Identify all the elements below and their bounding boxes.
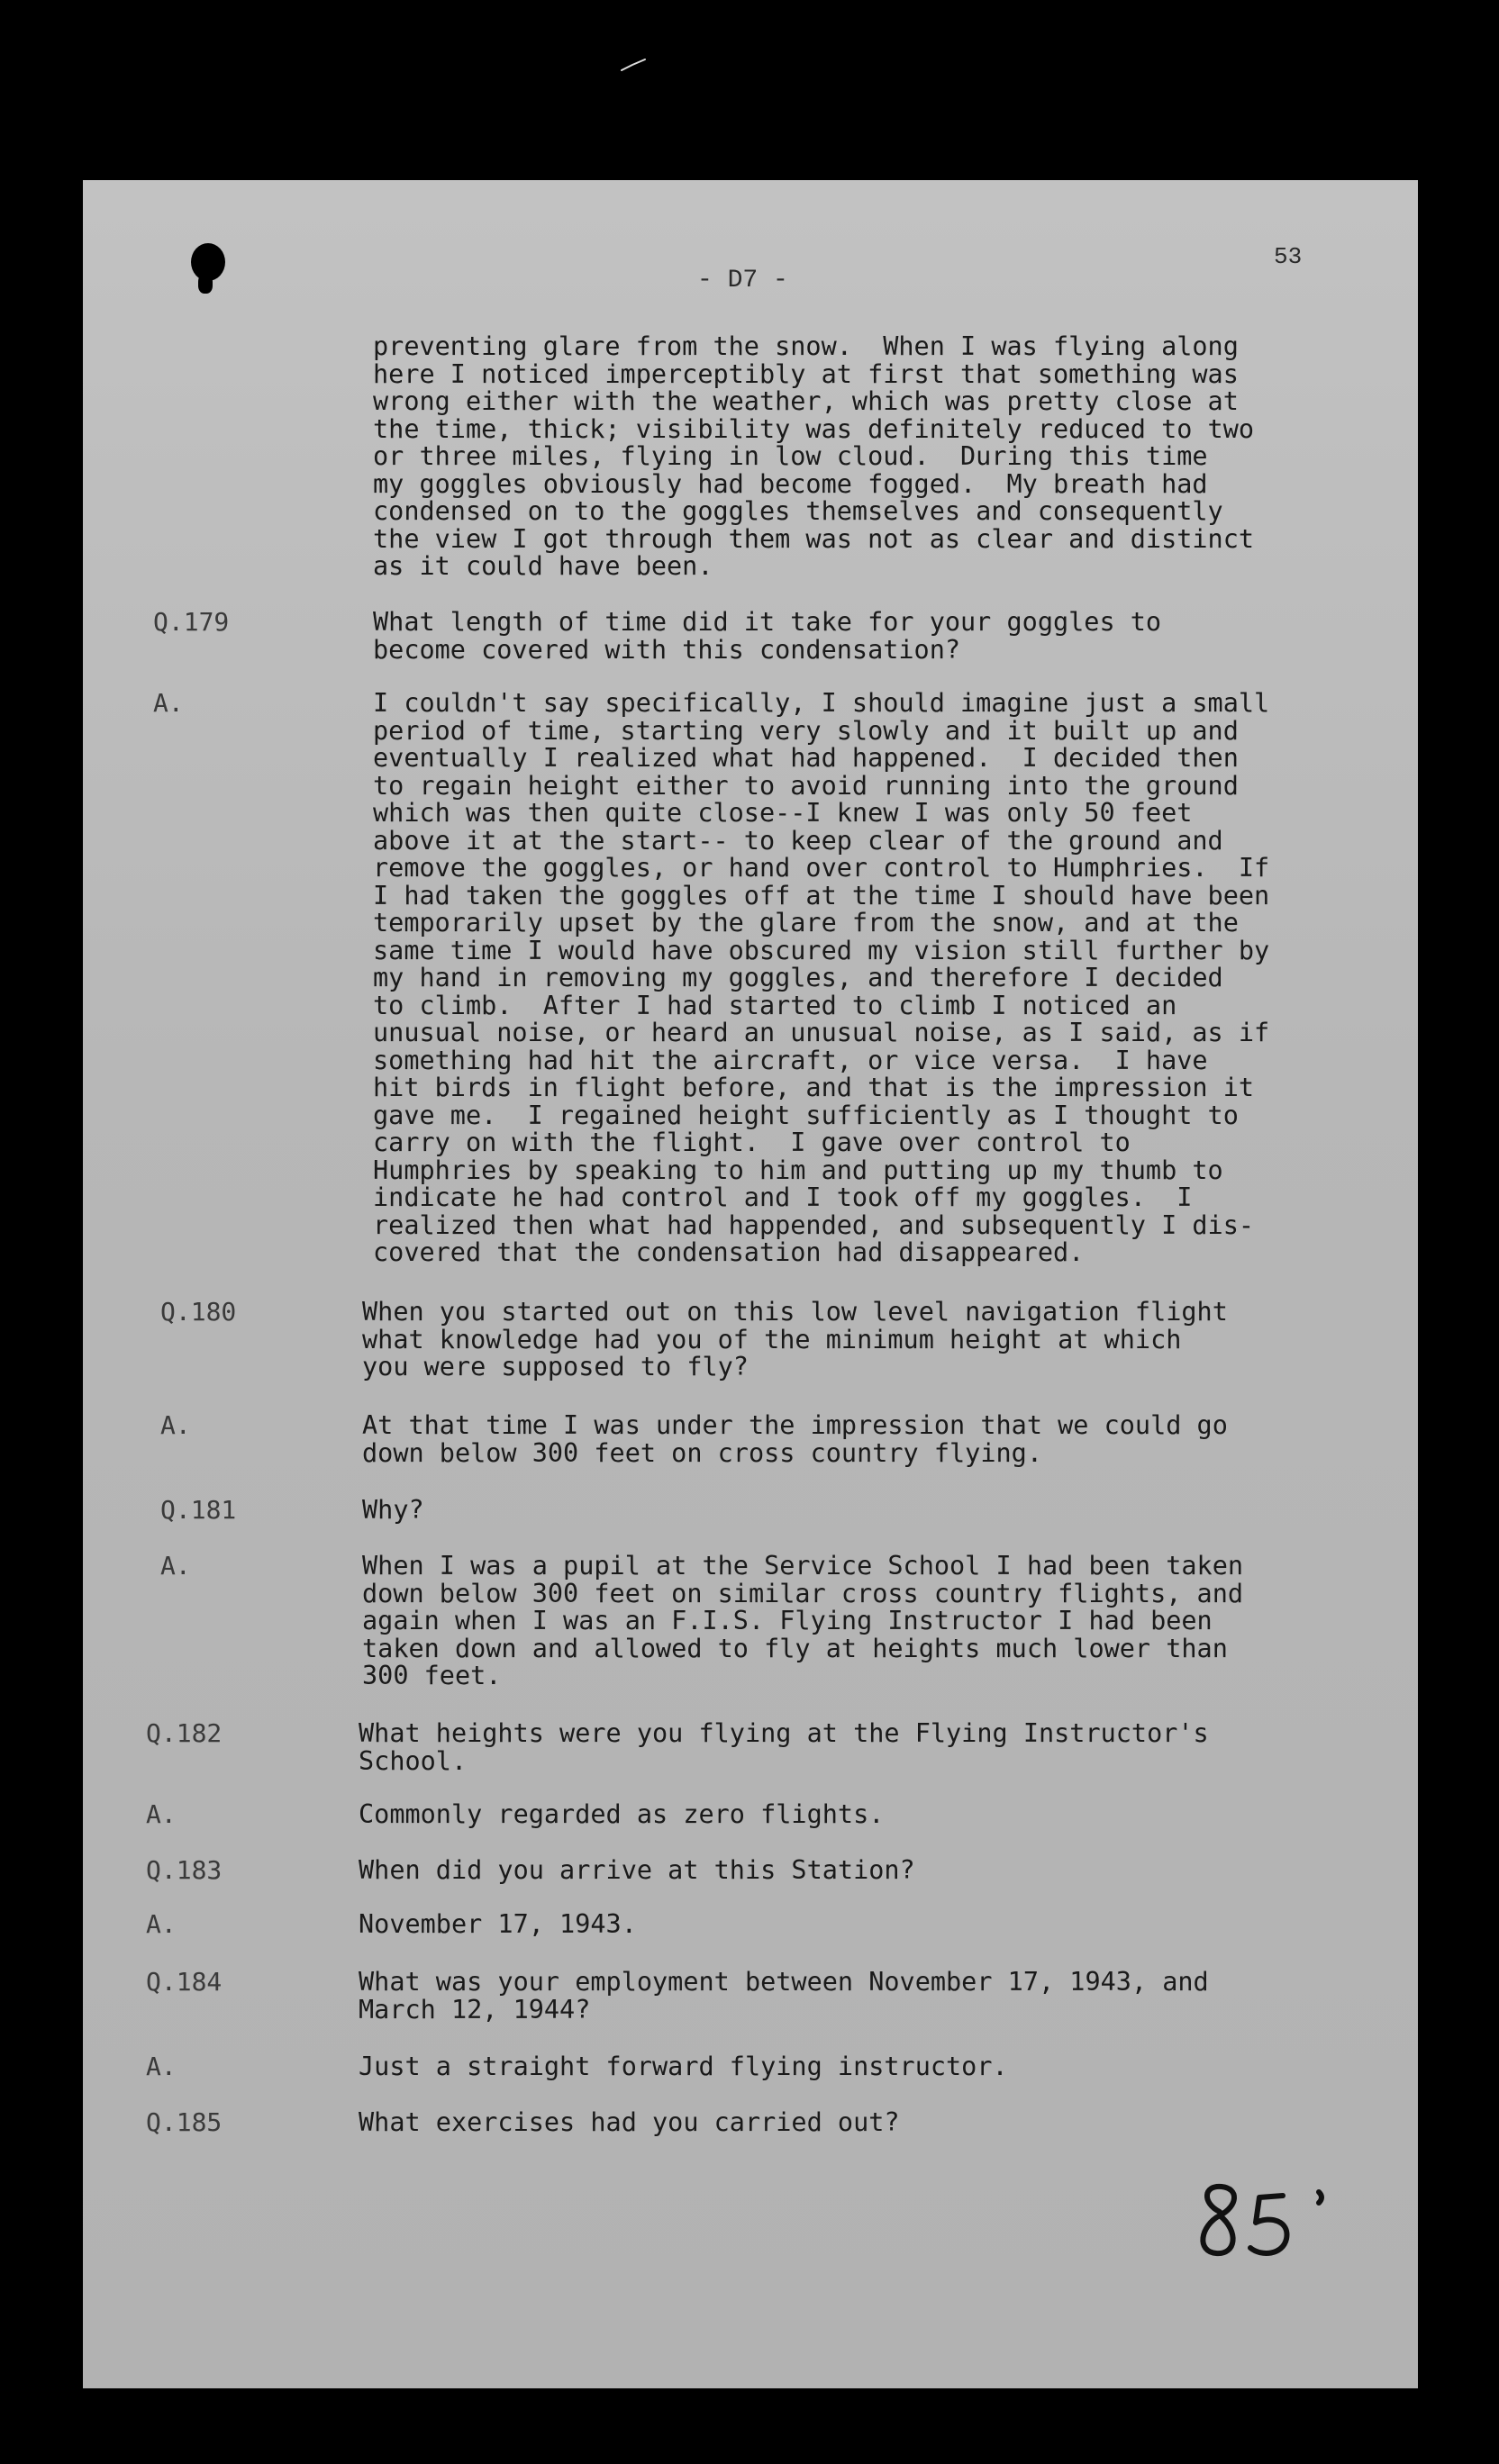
answer-text: Just a straight forward flying instructor. bbox=[359, 2052, 1008, 2081]
question-text: What length of time did it take for your goggles to become covered with this condensation? bbox=[373, 607, 1162, 665]
question-number: Q.180 bbox=[160, 1297, 237, 1327]
question-text: What heights were you flying at the Flying Instructor's School. bbox=[359, 1718, 1209, 1776]
answer-label: A. bbox=[160, 1551, 191, 1581]
answer-text: When I was a pupil at the Service School I had been taken down below 300 feet on similar cross country flights, and again when I was an F.I.S. Flying Instructor I had been taken down and allowed to fly at heights much lower than 300 feet. bbox=[362, 1551, 1244, 1690]
question-text: What was your employment between November 17, 1943, and March 12, 1944? bbox=[359, 1967, 1209, 2025]
question-text: What exercises had you carried out? bbox=[359, 2107, 900, 2137]
question-number: Q.184 bbox=[146, 1967, 223, 1997]
answer-label: A. bbox=[146, 2052, 177, 2081]
page-header: - D7 - bbox=[697, 267, 788, 294]
document-page bbox=[83, 180, 1418, 2388]
answer-label: A. bbox=[153, 688, 184, 718]
question-number: Q.183 bbox=[146, 1855, 223, 1885]
handwritten-number bbox=[1184, 2176, 1355, 2266]
page-number: 53 bbox=[1274, 243, 1303, 270]
answer-label: A. bbox=[146, 1909, 177, 1939]
question-number: Q.182 bbox=[146, 1718, 223, 1748]
answer-label: A. bbox=[160, 1410, 191, 1440]
question-text: Why? bbox=[362, 1495, 424, 1525]
question-number: Q.185 bbox=[146, 2107, 223, 2137]
pen-mark bbox=[620, 58, 647, 74]
question-number: Q.179 bbox=[153, 607, 230, 637]
answer-text: November 17, 1943. bbox=[359, 1909, 637, 1939]
answer-text: Commonly regarded as zero flights. bbox=[359, 1799, 885, 1829]
answer-text: I couldn't say specifically, I should imagine just a small period of time, starting very slowly and it built up and eventually I realized what had happened. I decided then to regain height either to avoid running into the ground which was then quite close--I knew I was only 50 feet above it at the start-- to keep clear of the ground and remove the goggles, or hand over control to Humphries. If I had taken the goggles off at the time I should have been temporarily upset by the glare from the snow, and at the same time I would have obscured my vision still further by my hand in removing my goggles, and therefore I decided to climb. After I had started to climb I noticed an unusual noise, or heard an unusual noise, as I said, as if something had hit the aircraft, or vice versa. I have hit birds in flight before, and that is the impression it gave me. I regained height sufficiently as I thought to carry on with the flight. I gave over control to Humphries by speaking to him and putting up my thumb to indicate he had control and I took off my goggles. I realized then what had happended, and subsequently I dis- covered that the condensation had disappeared. bbox=[373, 688, 1270, 1267]
question-text: When did you arrive at this Station? bbox=[359, 1855, 915, 1885]
continuation-paragraph: preventing glare from the snow. When I was flying along here I noticed imperceptibly at first that something was wrong either with the weather, which was pretty close at the time, thick; visibility was definitely reduced to two or three miles, flying in low cloud. During this time my goggles obviously had become fogged. My breath had condensed on to the goggles themselves and consequently the view I got through them was not as clear and distinct as it could have been. bbox=[373, 331, 1255, 581]
question-text: When you started out on this low level navigation flight what knowledge had you of the minimum height at which you were supposed to fly? bbox=[362, 1297, 1228, 1381]
answer-label: A. bbox=[146, 1799, 177, 1829]
punch-hole-tear bbox=[198, 274, 213, 294]
answer-text: At that time I was under the impression that we could go down below 300 feet on cross country flying. bbox=[362, 1410, 1228, 1468]
question-number: Q.181 bbox=[160, 1495, 237, 1525]
